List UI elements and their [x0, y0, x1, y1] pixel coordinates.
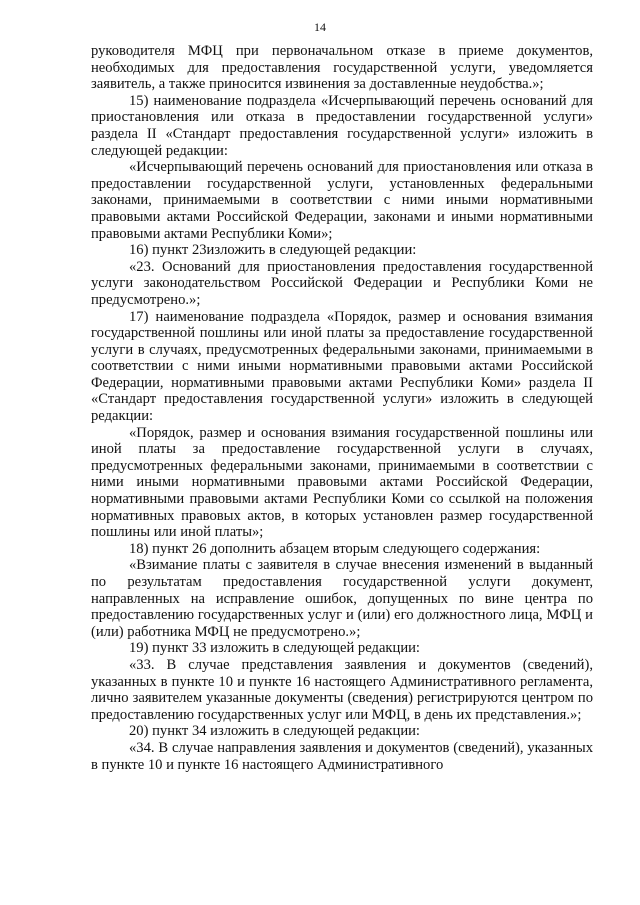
- paragraph-quote-18: «Взимание платы с заявителя в случае внесения изменений в выданный по результатам предоставления государственной услуги документ, направленных на исправление ошибок, допущенных по вине центра по предоставлению государственных услуг и (или) его должностного лица, МФЦ и (или) работника МФЦ не предусмотрено.»;: [91, 557, 593, 640]
- paragraph-quote-15: «Исчерпывающий перечень оснований для приостановления или отказа в предоставлении государственной услуги, установленных федеральными законами, принимаемыми в соответствии с ними иными нормативными правовыми актами Российской Федерации, законами и иными нормативными правовыми актами Республики Коми»;: [91, 159, 593, 242]
- document-body: [91, 43, 593, 773]
- page-number: 14: [314, 20, 326, 34]
- paragraph-quote-16: «23. Оснований для приостановления предоставления государственной услуги законодательством Российской Федерации и Республики Коми не предусмотрено.»;: [91, 258, 593, 308]
- paragraph-item-17: 17) наименование подраздела «Порядок, размер и основания взимания государственной пошлины или иной платы за предоставление государственной услуги в случаях, предусмотренных федеральными законами, принимаемыми в соответствии с ними иными нормативными правовыми актами Российской Федерации, нормативными правовыми актами Республики Коми» раздела II «Стандарт предоставления государственной услуги» изложить в следующей редакции:: [91, 308, 593, 425]
- paragraph-item-15: 15) наименование подраздела «Исчерпывающий перечень оснований для приостановления или отказа в предоставлении государственной услуги» раздела II «Стандарт предоставления государственной услуги» изложить в следующей редакции:: [91, 92, 593, 159]
- paragraph-continuation: руководителя МФЦ при первоначальном отказе в приеме документов, необходимых для предоставления государственной услуги, уведомляется заявитель, а также приносится извинения за доставленные неудобства.»;: [91, 43, 593, 93]
- paragraph-quote-17: «Порядок, размер и основания взимания государственной пошлины или иной платы за предоставление государственной услуги в случаях, предусмотренных федеральными законами, принимаемыми в соответствии с ними иными нормативными правовыми актами Российской Федерации, нормативными правовыми актами Республики Коми со ссылкой на положения нормативных правовых актов, в которых установлен размер государственной пошлины или иной платы»;: [91, 424, 593, 541]
- paragraph-quote-20: «34. В случае направления заявления и документов (сведений), указанных в пункте 10 и пункте 16 настоящего Административного: [91, 739, 593, 773]
- paragraph-item-16: 16) пункт 23изложить в следующей редакции:: [129, 242, 417, 259]
- paragraph-item-18: 18) пункт 26 дополнить абзацем вторым следующего содержания:: [129, 540, 541, 557]
- paragraph-item-19: 19) пункт 33 изложить в следующей редакции:: [129, 640, 420, 657]
- paragraph-item-20: 20) пункт 34 изложить в следующей редакции:: [129, 723, 420, 740]
- paragraph-quote-19: «33. В случае представления заявления и документов (сведений), указанных в пункте 10 и пункте 16 настоящего Административного регламента, лично заявителем указанные документы (сведения) регистрируются центром по предоставлению государственных услуг или МФЦ, в день их представления.»;: [91, 656, 593, 723]
